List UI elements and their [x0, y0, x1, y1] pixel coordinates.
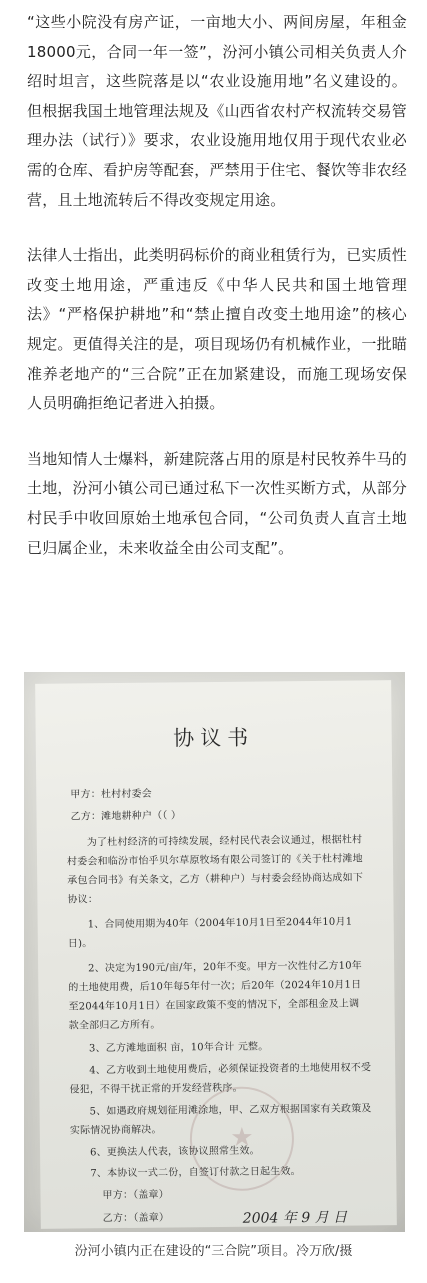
party-b-line: 乙方：滩地耕种户（（ ）	[70, 810, 182, 823]
photo-caption: 汾河小镇内正在建设的“三合院”项目。冷万欣/摄	[74, 1244, 353, 1259]
official-seal	[189, 1086, 294, 1191]
agreement-body-line: 1、合同使用期为40年（2004年10月1日至2044年10月1	[87, 916, 353, 931]
signature-party-b: 乙方：（盖章）	[102, 1212, 170, 1225]
signing-date: 2004 年 9 月 日	[242, 1209, 348, 1227]
agreement-body-line: 5、如遇政府规划征用滩涂地，甲、乙双方根据国家有关政策及	[89, 1103, 372, 1118]
agreement-body-line: 承包合同书》有关条文，乙方（耕种户）与村委会经协商达成如下	[67, 872, 364, 887]
agreement-title: 协议书	[173, 725, 255, 751]
agreement-body-line: 的土地使用费，后10年每5年付一次；后20年（2024年10月1日	[68, 979, 362, 994]
agreement-body-line: 村委会和临汾市怡乎贝尔草原牧场有限公司签订的《关于杜村滩地	[66, 853, 363, 868]
agreement-body-line: 7、本协议一式二份，自签订付款之日起生效。	[90, 1166, 301, 1180]
article-body	[27, 8, 407, 589]
agreement-body-line: 2、决定为190元/亩/年，20年不变。甲方一次性付乙方10年	[88, 960, 363, 975]
agreement-body-line: 款全部归乙方所有。	[68, 1019, 161, 1032]
signature-party-a: 甲方：（盖章）	[102, 1189, 169, 1202]
agreement-body-line: 6、更换法人代表，该协议照常生效。	[90, 1145, 260, 1159]
agreement-body-line: 3、乙方滩地面积 亩，10年合计 元整。	[88, 1041, 269, 1055]
agreement-body-line: 实际情况协商解决。	[69, 1124, 162, 1137]
article-paragraph: 当地知情人士爆料，新建院落占用的原是村民牧养牛马的土地，汾河小镇公司已通过私下一次性买断方式，从部分村民手中收回原始土地承包合同，“公司负责人直言土地已归属企业，未来收益全由公司支配”。	[27, 449, 408, 557]
agreement-paper	[35, 680, 397, 1229]
agreement-body-line: 至2044年10月1日）在国家政策不变的情况下，全部租金及上调	[68, 998, 360, 1013]
agreement-body-line: 4、乙方收到土地使用费后，必须保证投资者的土地使用权不受	[89, 1062, 372, 1077]
agreement-body-line: 协议：	[67, 894, 99, 906]
agreement-body-line: 日)。	[67, 938, 93, 950]
article-paragraph: “这些小院没有房产证，一亩地大小、两间房屋，年租金18000元，合同一年一签”，汾河小镇公司相关负责人介绍时坦言，这些院落是以“农业设施用地”名义建设的。但根据我国土地管理法规及《山西省农村产权流转交易管理办法（试行）》要求，农业设施用地仅用于现代农业必需的仓库、看护房等配套，严禁用于住宅、餐饮等非农经营，且土地流转后不得改变规定用途。	[27, 13, 408, 209]
agreement-body-line: 为了杜村经济的可持续发展，经村民代表会议通过，根据杜村	[86, 834, 363, 849]
seal-star-icon: ★	[230, 1122, 254, 1153]
article-paragraph: 法律人士指出，此类明码标价的商业租赁行为，已实质性改变土地用途，严重违反《中华人民共和国土地管理法》“严格保护耕地”和“禁止擅自改变土地用途”的核心规定。更值得关注的是，项目现场仍有机械作业，一批瞄准养老地产的“三合院”正在加紧建设，而施工现场安保人员明确拒绝记者进入拍摄。	[27, 246, 408, 413]
agreement-body-line: 侵犯，不得干扰正常的开发经营秩序。	[69, 1082, 243, 1096]
party-a-line: 甲方：杜村村委会	[70, 788, 152, 801]
agreement-photo	[24, 672, 405, 1232]
